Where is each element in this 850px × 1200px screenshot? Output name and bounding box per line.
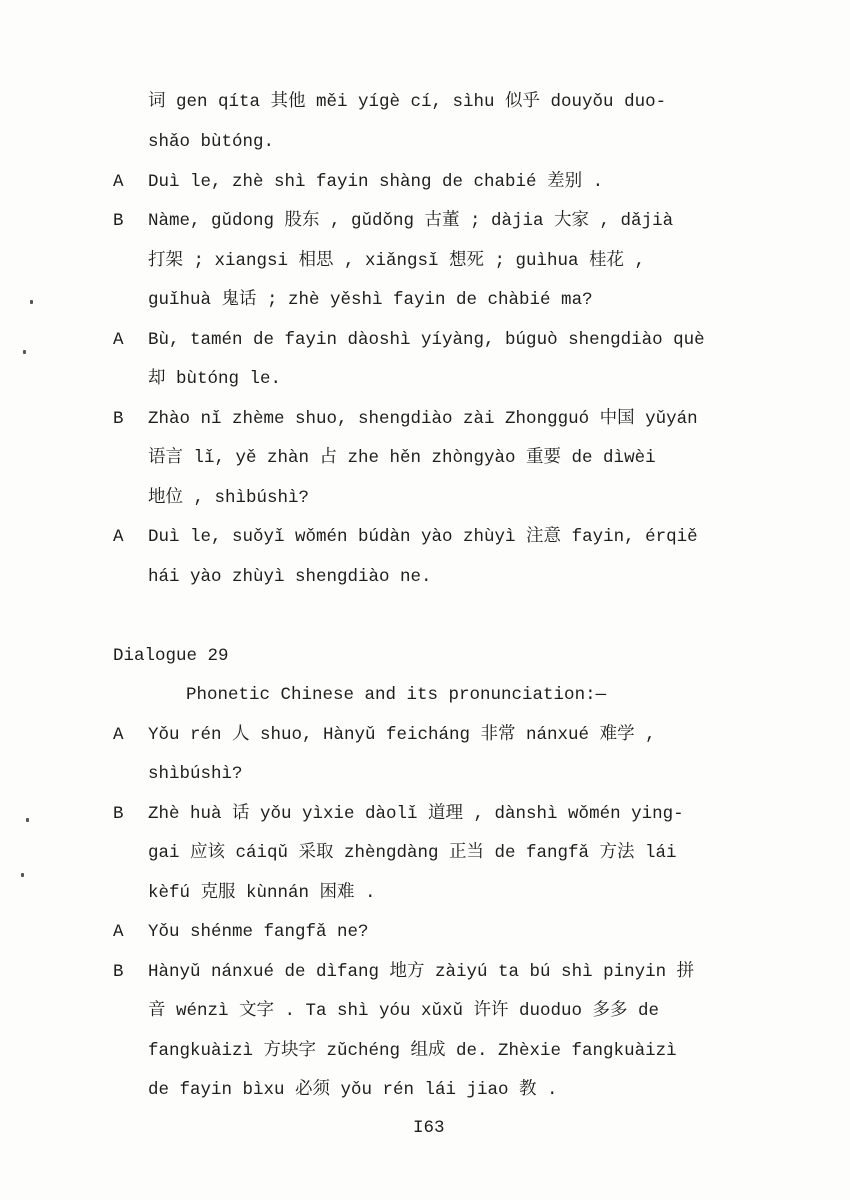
text-line: Hànyǔ nánxué de dìfang 地方 zàiyú ta bú shì pinyin 拼 bbox=[148, 962, 695, 982]
text-line: Bù, tamén de fayin dàoshì yíyàng, búguò shengdiào què bbox=[148, 330, 705, 350]
text-line: gai 应该 cáiqǔ 采取 zhèngdàng 正当 de fangfǎ 方法 lái bbox=[148, 843, 677, 863]
speaker-label: A bbox=[113, 922, 124, 942]
text-line: 地位 , shìbúshì? bbox=[148, 488, 310, 508]
text-line: Yǒu rén 人 shuo, Hànyǔ feicháng 非常 nánxué 难学 , bbox=[148, 725, 656, 745]
text-line: Duì le, zhè shì fayin shàng de chabié 差别 . bbox=[148, 172, 604, 192]
speaker-label: A bbox=[113, 725, 124, 745]
speaker-label: A bbox=[113, 172, 124, 192]
scan-speck bbox=[26, 818, 29, 822]
speaker-label: A bbox=[113, 330, 124, 350]
section-subtitle: Phonetic Chinese and its pronunciation:— bbox=[186, 685, 607, 705]
text-line: hái yào zhùyì shengdiào ne. bbox=[148, 567, 432, 587]
text-line: fangkuàizì 方块字 zǔchéng 组成 de. Zhèxie fangkuàizì bbox=[148, 1041, 677, 1061]
scan-speck bbox=[21, 873, 24, 877]
scan-speck bbox=[23, 350, 26, 354]
section-heading: Dialogue 29 bbox=[113, 646, 229, 666]
speaker-label: A bbox=[113, 527, 124, 547]
text-line: 却 bùtóng le. bbox=[148, 369, 282, 389]
text-line: kèfú 克服 kùnnán 困难 . bbox=[148, 883, 376, 903]
text-line: 打架 ; xiangsi 相思 , xiǎngsǐ 想死 ; guìhua 桂花 , bbox=[148, 251, 646, 271]
text-line: guǐhuà 鬼话 ; zhè yěshì fayin de chàbié ma? bbox=[148, 290, 593, 310]
text-line: Yǒu shénme fangfǎ ne? bbox=[148, 922, 369, 942]
speaker-label: B bbox=[113, 211, 124, 231]
speaker-label: B bbox=[113, 804, 124, 824]
page-number: I63 bbox=[413, 1118, 445, 1138]
text-line: Zhào nǐ zhème shuo, shengdiào zài Zhongguó 中国 yǔyán bbox=[148, 409, 698, 429]
text-line: 音 wénzì 文字 . Ta shì yóu xǔxǔ 许许 duoduo 多多 de bbox=[148, 1001, 660, 1021]
text-line: 词 gen qíta 其他 měi yígè cí, sìhu 似乎 douyǒu duo- bbox=[148, 92, 667, 112]
text-line: shìbúshì? bbox=[148, 764, 243, 784]
text-line: de fayin bìxu 必须 yǒu rén lái jiao 教 . bbox=[148, 1080, 558, 1100]
text-line: shǎo bùtóng. bbox=[148, 132, 275, 152]
scan-speck bbox=[30, 300, 33, 304]
speaker-label: B bbox=[113, 962, 124, 982]
text-line: 语言 lǐ, yě zhàn 占 zhe hěn zhòngyào 重要 de dìwèi bbox=[148, 448, 656, 468]
text-line: Zhè huà 话 yǒu yìxie dàolǐ 道理 , dànshì wǒmén ying- bbox=[148, 804, 684, 824]
text-line: Duì le, suǒyǐ wǒmén búdàn yào zhùyì 注意 fayin, érqiě bbox=[148, 527, 698, 547]
text-line: Nàme, gǔdong 股东 , gǔdǒng 古董 ; dàjia 大家 , dǎjià bbox=[148, 211, 674, 231]
speaker-label: B bbox=[113, 409, 124, 429]
